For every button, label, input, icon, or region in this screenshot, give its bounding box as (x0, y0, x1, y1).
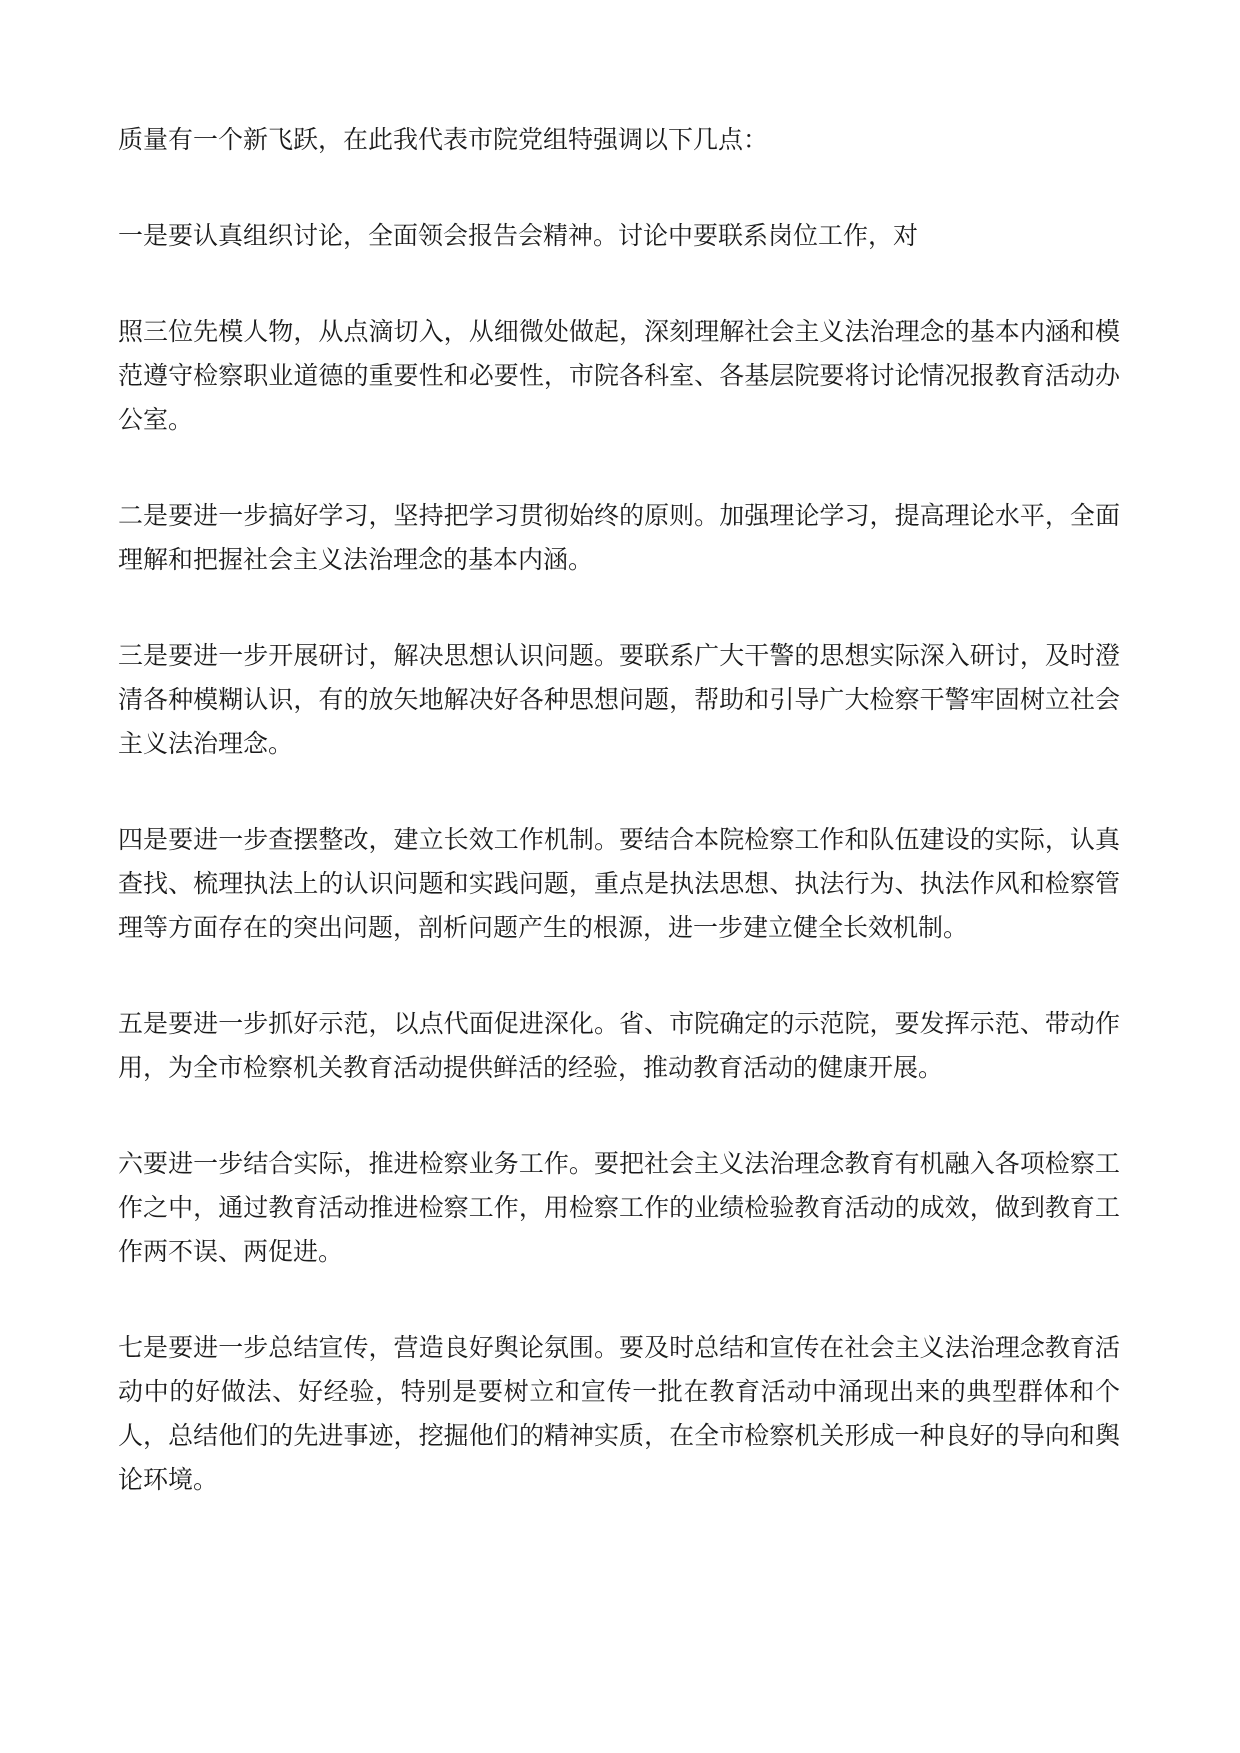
paragraph-point-4: 四是要进一步查摆整改，建立长效工作机制。要结合本院检察工作和队伍建设的实际，认真查找、梳理执法上的认识问题和实践问题，重点是执法思想、执法行为、执法作风和检察管理等方面存在的突出问题，剖析问题产生的根源，进一步建立健全长效机制。 (118, 825, 1120, 942)
paragraph-point-3: 三是要进一步开展研讨，解决思想认识问题。要联系广大干警的思想实际深入研讨，及时澄清各种模糊认识，有的放矢地解决好各种思想问题，帮助和引导广大检察干警牢固树立社会主义法治理念。 (118, 641, 1120, 758)
paragraph-point-1: 一是要认真组织讨论，全面领会报告会精神。讨论中要联系岗位工作，对 (118, 221, 919, 250)
paragraph-point-7: 七是要进一步总结宣传，营造良好舆论氛围。要及时总结和宣传在社会主义法治理念教育活动中的好做法、好经验，特别是要树立和宣传一批在教育活动中涌现出来的典型群体和个人，总结他们的先进事迹，挖掘他们的精神实质，在全市检察机关形成一种良好的导向和舆论环境。 (118, 1333, 1120, 1494)
paragraph-point-1-continued: 照三位先模人物，从点滴切入，从细微处做起，深刻理解社会主义法治理念的基本内涵和模范遵守检察职业道德的重要性和必要性，市院各科室、各基层院要将讨论情况报教育活动办公室。 (118, 317, 1120, 434)
paragraph-point-2: 二是要进一步搞好学习，坚持把学习贯彻始终的原则。加强理论学习，提高理论水平，全面理解和把握社会主义法治理念的基本内涵。 (118, 501, 1120, 574)
paragraph-point-6: 六要进一步结合实际，推进检察业务工作。要把社会主义法治理念教育有机融入各项检察工作之中，通过教育活动推进检察工作，用检察工作的业绩检验教育活动的成效，做到教育工作两不误、两促进。 (118, 1149, 1120, 1266)
document-body (118, 118, 1120, 1554)
paragraph-point-5: 五是要进一步抓好示范，以点代面促进深化。省、市院确定的示范院，要发挥示范、带动作用，为全市检察机关教育活动提供鲜活的经验，推动教育活动的健康开展。 (118, 1009, 1120, 1082)
paragraph-intro: 质量有一个新飞跃，在此我代表市院党组特强调以下几点： (118, 125, 769, 154)
